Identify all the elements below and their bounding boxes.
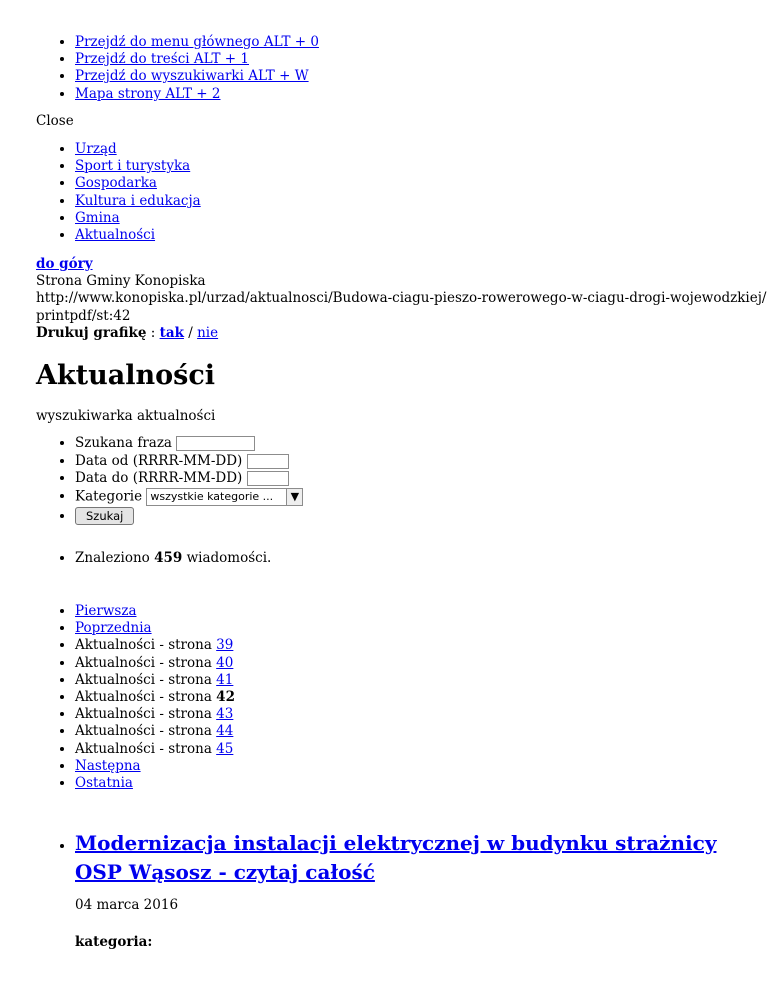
article-title-link[interactable] [75, 831, 716, 884]
main-menu-item [75, 210, 768, 227]
search-phrase-label: Szukana fraza [75, 435, 172, 451]
search-button[interactable]: Szukaj [75, 507, 134, 525]
close-button[interactable]: Close [36, 113, 74, 129]
category-row [75, 488, 768, 508]
skip-to-content-link[interactable]: Przejdź do treści ALT + 1 [75, 51, 249, 68]
date-to-input[interactable] [247, 471, 289, 486]
main-menu-item [75, 193, 768, 210]
skip-link-item [75, 68, 768, 85]
menu-link-aktualnosci[interactable]: Aktualności [75, 227, 156, 244]
page-prefix: Aktualności - strona [75, 637, 217, 654]
pagination-item [75, 775, 768, 792]
menu-link-gospodarka[interactable]: Gospodarka [75, 175, 157, 192]
results-summary [0, 550, 768, 567]
pagination-item [75, 637, 768, 654]
menu-link-kultura[interactable]: Kultura i edukacja [75, 192, 201, 209]
page-prefix: Aktualności - strona [75, 740, 217, 757]
date-to-label: Data do (RRRR-MM-DD) [75, 470, 243, 486]
print-graphics-colon: : [146, 324, 160, 341]
pagination-item [75, 689, 768, 706]
page-prefix: Aktualności - strona [75, 723, 217, 740]
skip-link-item [75, 34, 768, 51]
pagination-item [75, 723, 768, 740]
skip-link-item [75, 51, 768, 68]
page-prefix: Aktualności - strona [75, 654, 217, 671]
category-select[interactable] [146, 488, 303, 506]
results-prefix: Znaleziono [75, 550, 155, 566]
previous-page-link[interactable]: Poprzednia [75, 620, 152, 637]
search-phrase-row [75, 435, 768, 453]
article-category-label: kategoria: [75, 934, 153, 950]
page-link-43[interactable]: 43 [216, 706, 234, 723]
category-selected-value: wszystkie kategorie ... [150, 489, 274, 503]
skip-link-item [75, 86, 768, 103]
pagination-item [75, 741, 768, 758]
print-graphics-yes-link[interactable]: tak [159, 324, 184, 341]
menu-link-urzad[interactable]: Urząd [75, 141, 117, 157]
last-page-link[interactable]: Ostatnia [75, 775, 133, 792]
main-menu-item [75, 158, 768, 175]
article-title-line2: OSP Wąsosz - czytaj całość [75, 860, 375, 884]
back-to-top-link[interactable]: do góry [36, 256, 93, 272]
print-graphics-row [36, 325, 768, 342]
article-date: 04 marca 2016 [75, 897, 179, 913]
page-title: Aktualności [36, 360, 216, 391]
dropdown-arrow-icon: ▼ [286, 489, 302, 505]
main-menu-item [75, 227, 768, 244]
skip-to-search-link[interactable]: Przejdź do wyszukiwarki ALT + W [75, 68, 309, 85]
menu-link-gmina[interactable]: Gmina [75, 209, 120, 226]
main-menu-item [75, 141, 768, 158]
sitemap-link[interactable]: Mapa strony ALT + 2 [75, 85, 221, 102]
main-menu-item [75, 175, 768, 192]
page-url-line2: printpdf/st:42 [36, 307, 131, 324]
pagination-item [75, 706, 768, 723]
pagination [0, 603, 768, 792]
menu-link-sport[interactable]: Sport i turystyka [75, 158, 191, 175]
main-menu [0, 141, 768, 244]
search-phrase-input[interactable] [176, 436, 255, 451]
search-heading: wyszukiwarka aktualności [36, 408, 216, 424]
site-name: Strona Gminy Konopiska [36, 273, 206, 290]
print-graphics-no-link[interactable]: nie [197, 324, 219, 341]
article-item [75, 830, 768, 888]
page-prefix: Aktualności - strona [75, 689, 217, 706]
page-link-45[interactable]: 45 [216, 740, 234, 757]
results-suffix: wiadomości. [182, 550, 272, 566]
article-list [0, 830, 768, 888]
date-to-row [75, 470, 768, 488]
next-page-link[interactable]: Następna [75, 757, 141, 774]
first-page-link[interactable]: Pierwsza [75, 603, 137, 619]
page-prefix: Aktualności - strona [75, 706, 217, 723]
date-from-label: Data od (RRRR-MM-DD) [75, 452, 243, 469]
search-submit-row [75, 507, 768, 527]
skip-to-menu-link[interactable]: Przejdź do menu głównego ALT + 0 [75, 34, 319, 50]
pagination-item [75, 758, 768, 775]
pagination-item [75, 672, 768, 689]
pagination-item [75, 620, 768, 637]
current-page: 42 [216, 689, 235, 706]
page-link-44[interactable]: 44 [216, 723, 234, 740]
date-from-row [75, 453, 768, 471]
page-prefix: Aktualności - strona [75, 671, 217, 688]
page-url-line1: http://www.konopiska.pl/urzad/aktualnosci/Budowa-ciagu-pieszo-rowerowego-w-ciagu-drogi-wojewodzkiej/ [36, 290, 767, 307]
pagination-item [75, 655, 768, 672]
skip-links [0, 34, 768, 103]
search-form [0, 435, 768, 527]
results-count: 459 [154, 550, 183, 566]
print-graphics-separator: / [183, 324, 198, 341]
print-graphics-label: Drukuj grafikę [36, 324, 147, 341]
page-link-39[interactable]: 39 [216, 637, 234, 654]
pagination-item [75, 603, 768, 620]
category-label: Kategorie [75, 488, 143, 504]
page-link-40[interactable]: 40 [216, 654, 234, 671]
date-from-input[interactable] [247, 454, 289, 469]
results-count-row [75, 550, 768, 567]
page-link-41[interactable]: 41 [216, 671, 234, 688]
article-title-line1: Modernizacja instalacji elektrycznej w budynku strażnicy [75, 831, 717, 855]
print-header [0, 256, 768, 342]
